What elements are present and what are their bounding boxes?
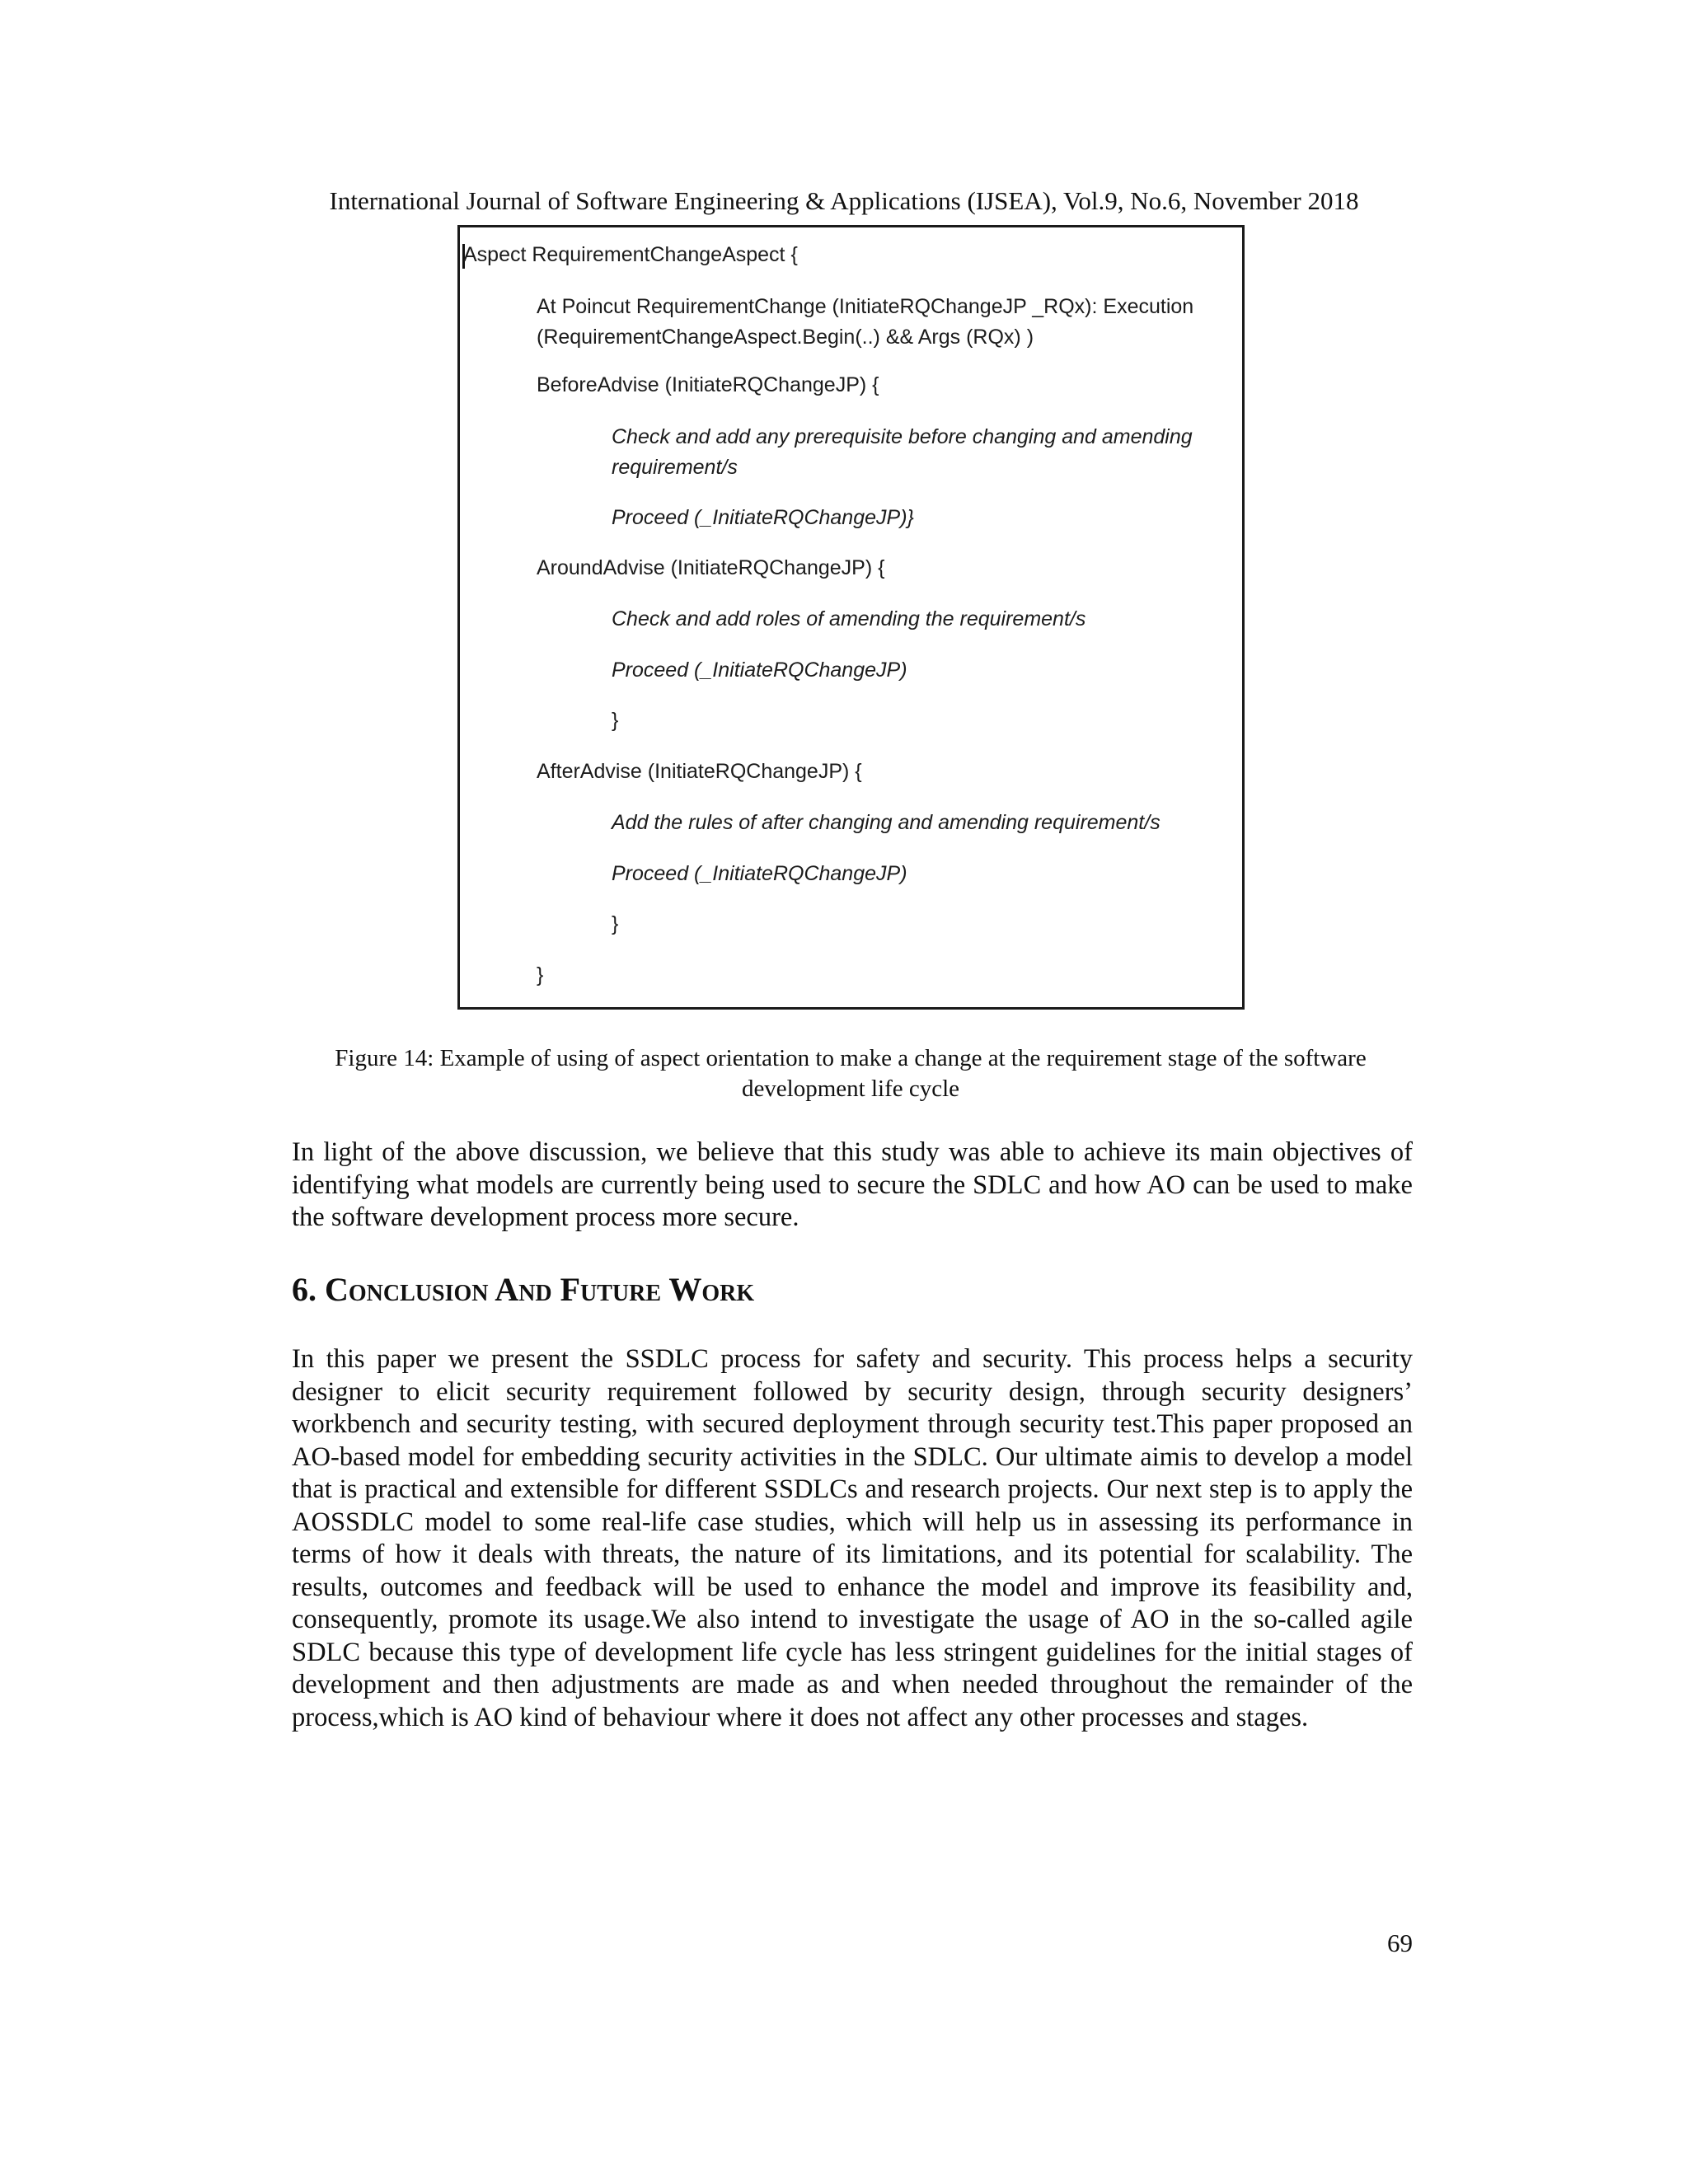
caption-line-2: development life cycle [741, 1076, 960, 1102]
page-number: 69 [1387, 1929, 1413, 1957]
code-line-pointcut-args: (RequirementChangeAspect.Begin(..) && Args (RQx) ) [537, 326, 1034, 349]
code-line-after-advise: AfterAdvise (InitiateRQChangeJP) { [537, 760, 862, 783]
code-line-after-close: } [612, 912, 619, 935]
code-line-before-proceed: Proceed (_InitiateRQChangeJP)} [612, 506, 914, 529]
code-figure [457, 225, 1245, 1010]
figure-caption [290, 1043, 1411, 1104]
code-line-around-close: } [612, 709, 619, 732]
code-line-around-proceed: Proceed (_InitiateRQChangeJP) [612, 658, 907, 682]
code-line-around-advise: AroundAdvise (InitiateRQChangeJP) { [537, 556, 885, 579]
journal-header: International Journal of Software Engineering & Applications (IJSEA), Vol.9, No.6, November 2018 [329, 186, 1359, 215]
paragraph-discussion: In light of the above discussion, we believe that this study was able to achieve its main objectives of identifying what models are currently being used to secure the SDLC and how AO can be used to make the software development process more secure. [292, 1137, 1413, 1232]
code-line-around-body: Check and add roles of amending the requirement/s [612, 607, 1086, 630]
paragraph-conclusion: In this paper we present the SSDLC process for safety and security. This process helps a security designer to elicit security requirement followed by security design, through security designers’ workbench and security testing, with secured deployment through security test.This paper proposed an AO-based model for embedding security activities in the SDLC. Our ultimate aimis to develop a model that is practical and extensible for different SSDLCs and research projects. Our next step is to apply the AOSSDLC model to some real-life case studies, which will help us in assessing its performance in terms of how it deals with threats, the nature of its limitations, and its potential for scalability. The results, outcomes and feedback will be used to enhance the model and improve its feasibility and, consequently, promote its usage.We also intend to investigate the usage of AO in the so-called agile SDLC because this type of development life cycle has less stringent guidelines for the initial stages of development and then adjustments are made as and when needed throughout the remainder of the process,which is AO kind of behaviour where it does not affect any other processes and stages. [292, 1344, 1413, 1732]
code-line-aspect-declaration: Aspect RequirementChangeAspect { [463, 243, 798, 266]
code-line-after-body: Add the rules of after changing and amending requirement/s [612, 811, 1160, 834]
code-line-before-body-2: requirement/s [612, 456, 738, 479]
code-line-pointcut: At Poincut RequirementChange (InitiateRQChangeJP _RQx): Execution [537, 295, 1194, 318]
code-line-after-proceed: Proceed (_InitiateRQChangeJP) [612, 862, 907, 885]
section-heading: 6. Conclusion And Future Work [292, 1271, 755, 1308]
code-line-aspect-close: } [537, 963, 544, 987]
code-line-before-body-1: Check and add any prerequisite before changing and amending [612, 425, 1193, 448]
code-line-before-advise: BeforeAdvise (InitiateRQChangeJP) { [537, 373, 879, 396]
caption-line-1: Figure 14: Example of using of aspect orientation to make a change at the requirement stage of the software [335, 1045, 1367, 1071]
